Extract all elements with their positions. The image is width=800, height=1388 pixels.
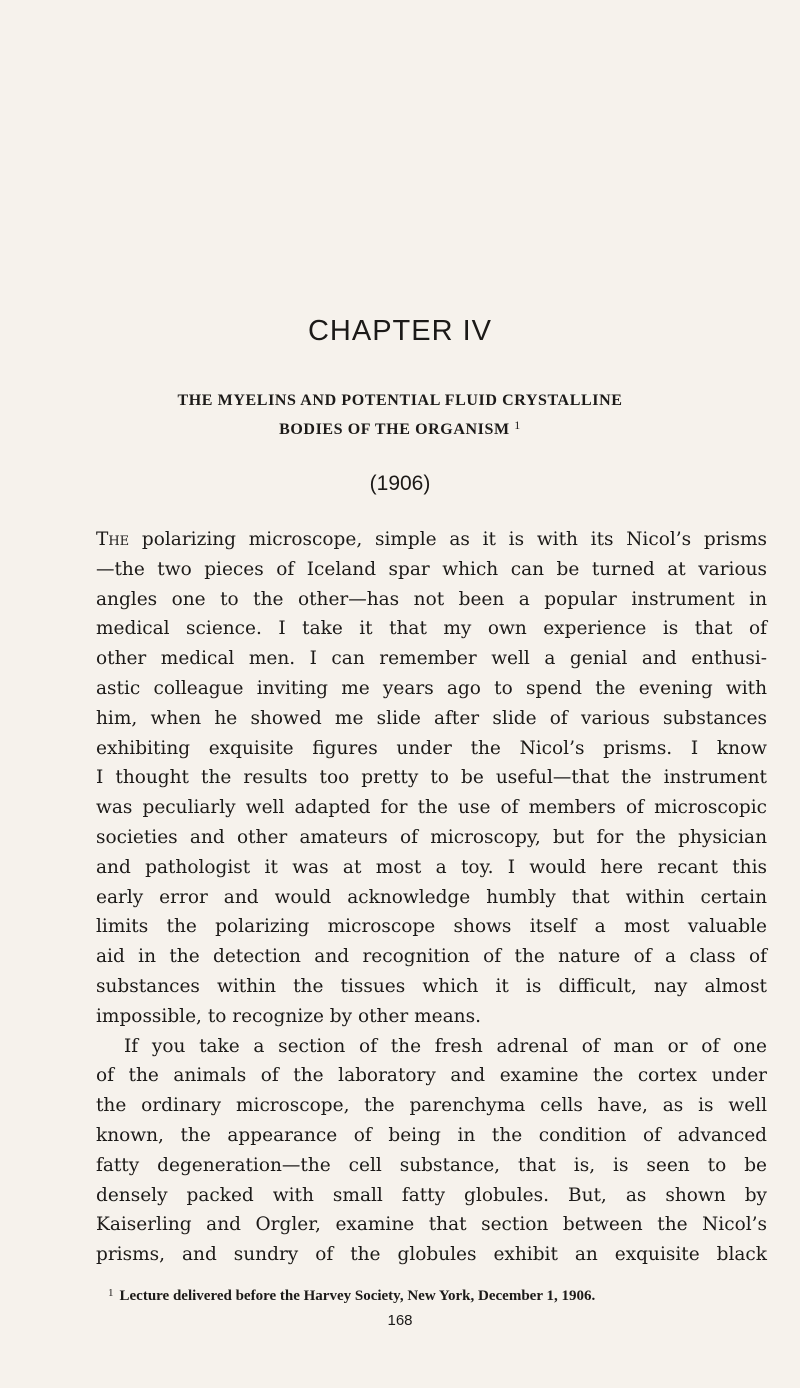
text-line: If you take a section of the fresh adrenal of man or of one: [124, 1035, 767, 1057]
text-line: early error and would acknowledge humbly that within certain: [96, 886, 767, 908]
subtitle-line-2-text: BODIES OF THE ORGANISM: [279, 421, 510, 438]
text-line: other medical men. I can remember well a genial and enthusi-: [96, 648, 767, 670]
text-line: limits the polarizing microscope shows itself a most valuable: [96, 916, 767, 938]
body-text: [96, 525, 767, 1270]
text-line: densely packed with small fatty globules. But, as shown by: [96, 1184, 767, 1206]
footnote: [108, 1286, 768, 1306]
text-line: impossible, to recognize by other means.: [96, 1005, 481, 1027]
text-line: —the two pieces of Iceland spar which can be turned at various: [96, 558, 767, 580]
text-line: Kaiserling and Orgler, examine that section between the Nicol’s: [96, 1214, 767, 1236]
text-line: of the animals of the laboratory and examine the cortex under: [96, 1065, 767, 1087]
paragraph-1: [96, 525, 767, 1032]
subtitle-line-2: [0, 415, 800, 444]
text-line: prisms, and sundry of the globules exhibit an exquisite black: [96, 1244, 767, 1266]
text-line: aid in the detection and recognition of the nature of a class of: [96, 946, 767, 968]
text-line: him, when he showed me slide after slide of various substances: [96, 707, 767, 729]
page-number: 168: [387, 1312, 413, 1329]
chapter-year: (1906): [369, 472, 431, 495]
chapter-subtitle: [0, 386, 800, 444]
subtitle-line-1: THE MYELINS AND POTENTIAL FLUID CRYSTALLINE: [177, 392, 623, 409]
opening-word: The: [96, 529, 130, 550]
text-line: medical science. I take it that my own experience is that of: [96, 618, 767, 640]
text-line: substances within the tissues which it is difficult, nay almost: [96, 975, 767, 997]
text-line: societies and other amateurs of microscopy, but for the physician: [96, 826, 767, 848]
text-line: known, the appearance of being in the condition of advanced: [96, 1124, 767, 1146]
text-line: astic colleague inviting me years ago to spend the evening with: [96, 677, 767, 699]
text-line: angles one to the other—has not been a popular instrument in: [96, 588, 767, 610]
footnote-reference[interactable]: 1: [514, 418, 521, 432]
text-line: I thought the results too pretty to be useful—that the instrument: [96, 767, 767, 789]
chapter-title: CHAPTER IV: [307, 315, 493, 347]
paragraph-2: [96, 1032, 767, 1270]
text-line: the ordinary microscope, the parenchyma cells have, as is well: [96, 1095, 767, 1117]
text-line: and pathologist it was at most a toy. I would here recant this: [96, 856, 767, 878]
footnote-text: Lecture delivered before the Harvey Society, New York, December 1, 1906.: [119, 1288, 596, 1304]
text-line: exhibiting exquisite figures under the Nicol’s prisms. I know: [96, 737, 767, 759]
text-line: was peculiarly well adapted for the use of members of microscopic: [96, 797, 767, 819]
footnote-marker: 1: [108, 1287, 114, 1299]
text-line: The polarizing microscope, simple as it is with its Nicol’s prisms: [96, 529, 767, 550]
text-line: fatty degeneration—the cell substance, that is, is seen to be: [96, 1154, 767, 1176]
